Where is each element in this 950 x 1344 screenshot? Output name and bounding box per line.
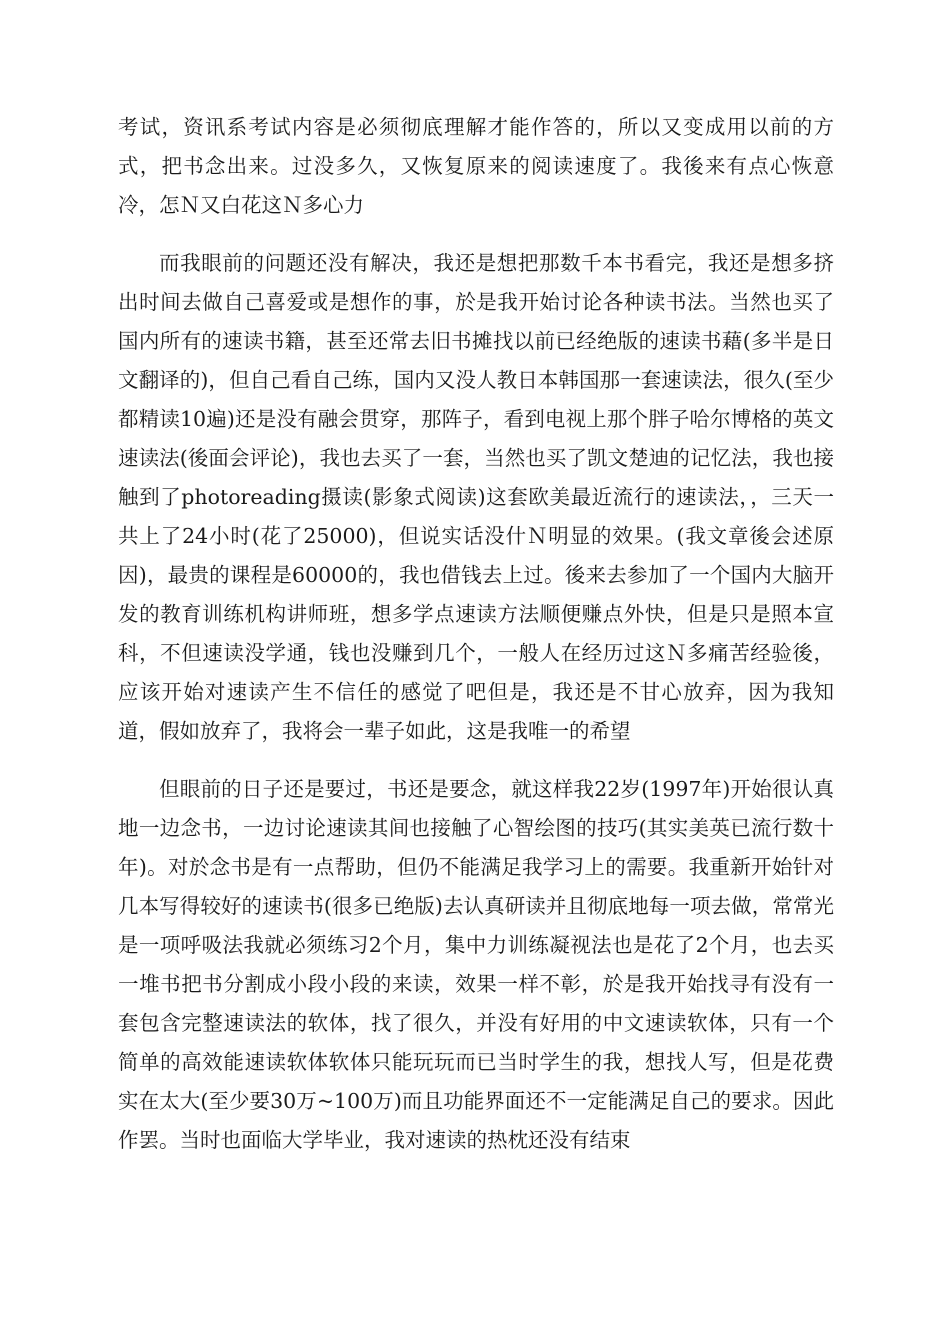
paragraph-speed-reading-search: 而我眼前的问题还没有解决，我还是想把那数千本书看完，我还是想多挤出时间去做自己喜爱或是想作的事，於是我开始讨论各种读书法。当然也买了国内所有的速读书籍，甚至还常去旧书摊找以前已经绝版的速读书藉(多半是日文翻译的)，但自己看自己练，国内又没人教日本韩国那一套速读法，很久(至少都精读10遍)还是没有融会贯穿，那阵子，看到电视上那个胖子哈尔博格的英文速读法(後面会评论)，我也去买了一套，当然也买了凯文楚迪的记忆法，我也接触到了photoreading摄读(影象式阅读)这套欧美最近流行的速读法，，三天一共上了24小时(花了25000)，但说实话没什Ｎ明显的效果。(我文章後会述原因)，最贵的课程是60000的，我也借钱去上过。後来去参加了一个国内大脑开发的教育训练机构讲师班，想多学点速读方法顺便赚点外快，但是只是照本宣科，不但速读没学通，钱也没赚到几个，一般人在经历过这Ｎ多痛苦经验後，应该开始对速读产生不信任的感觉了吧但是，我还是不甘心放弃，因为我知道，假如放弃了，我将会一辈子如此，这是我唯一的希望 [118, 251, 834, 743]
paragraph-continuation: 考试，资讯系考试内容是必须彻底理解才能作答的，所以又变成用以前的方式，把书念出来。过没多久，又恢复原来的阅读速度了。我後来有点心恢意冷，怎Ｎ又白花这Ｎ多心力 [118, 115, 834, 217]
document-body [118, 108, 834, 1160]
paragraph-study-and-software: 但眼前的日子还是要过，书还是要念，就这样我22岁(1997年)开始很认真地一边念书，一边讨论速读其间也接触了心智绘图的技巧(其实美英已流行数十年)。对於念书是有一点帮助，但仍不能满足我学习上的需要。我重新开始针对几本写得较好的速读书(很多已绝版)去认真研读并且彻底地每一项去做，常常光是一项呼吸法我就必须练习2个月，集中力训练凝视法也是花了2个月，也去买一堆书把书分割成小段小段的来读，效果一样不彰，於是我开始找寻有没有一套包含完整速读法的软体，找了很久，并没有好用的中文速读软体，只有一个简单的高效能速读软体软体只能玩玩而已当时学生的我，想找人写，但是花费实在太大(至少要30万~100万)而且功能界面还不一定能满足自己的要求。因此作罢。当时也面临大学毕业，我对速读的热枕还没有结束 [118, 777, 834, 1152]
